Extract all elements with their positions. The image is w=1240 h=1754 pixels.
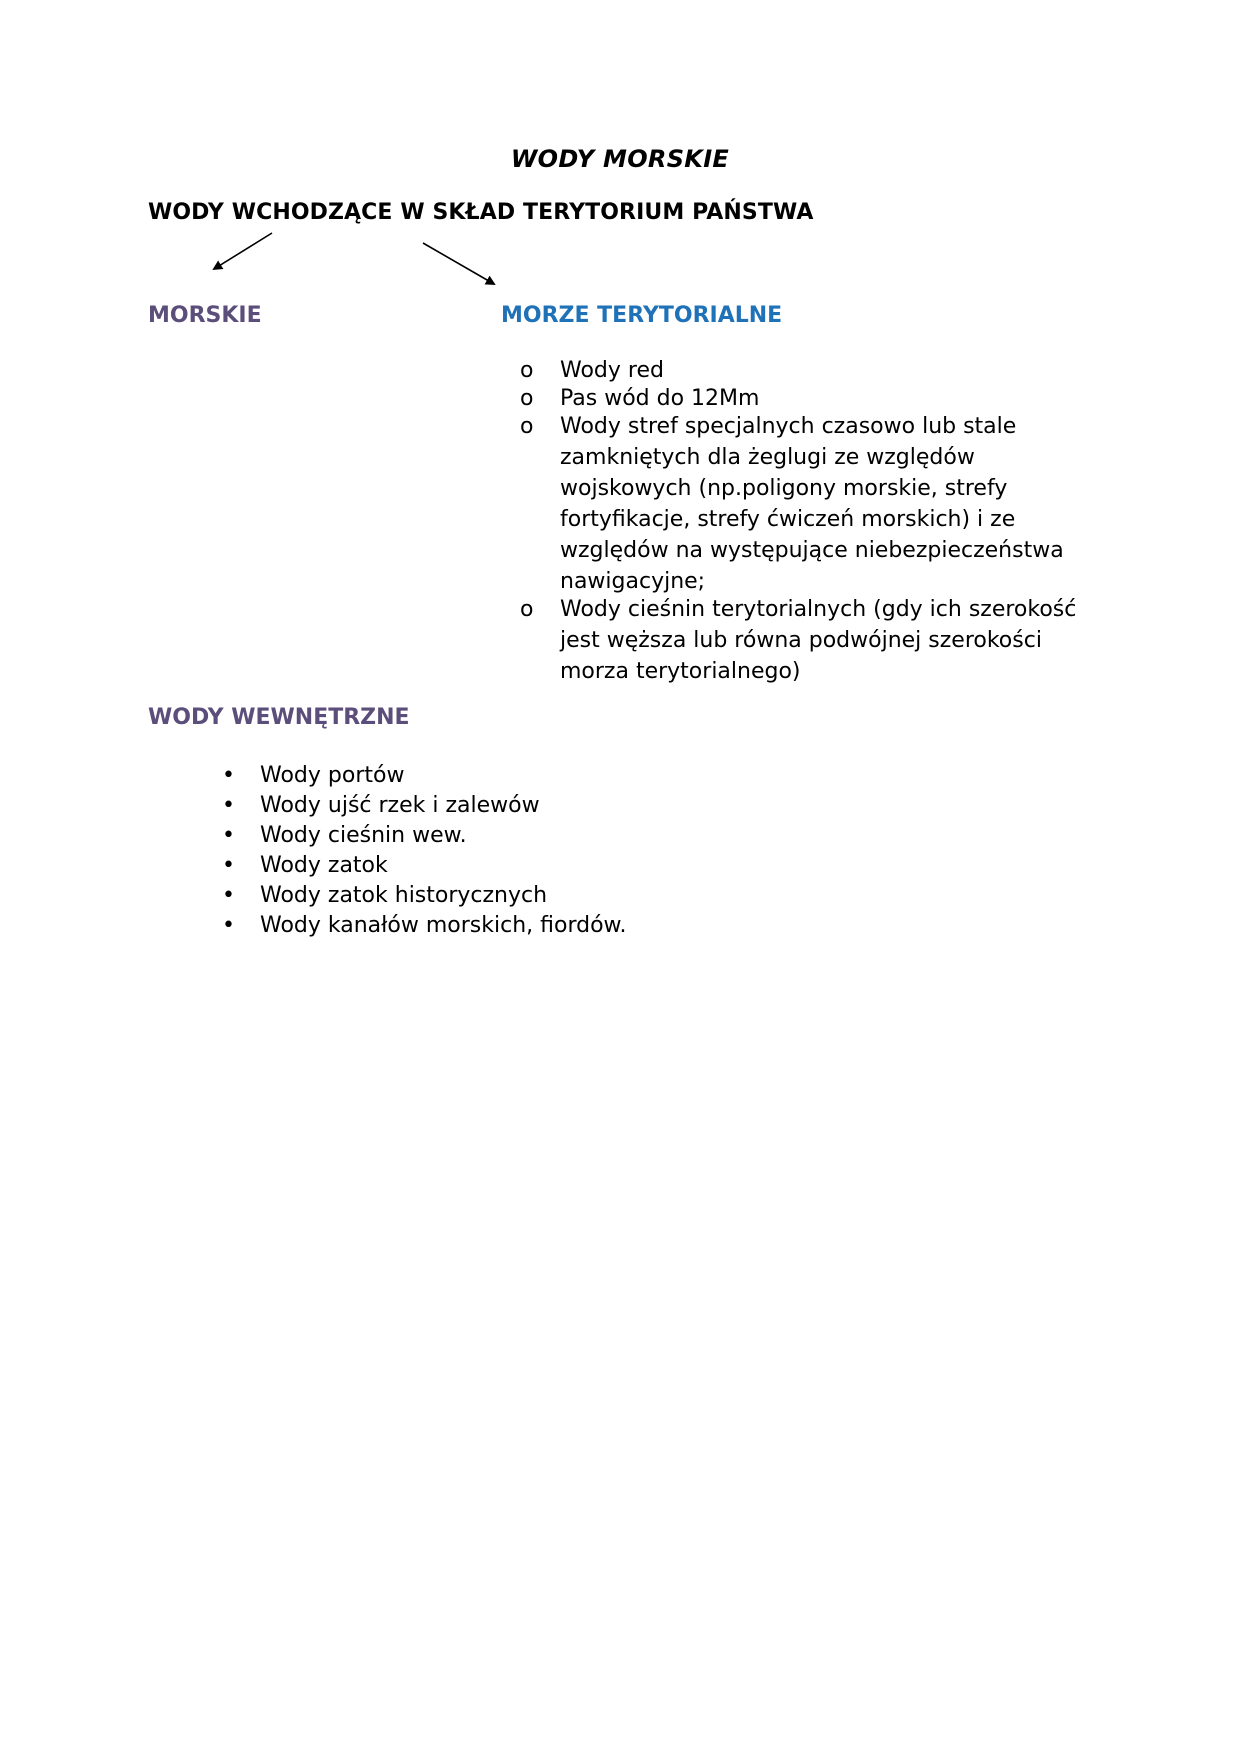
heading-wody-wewnetrzne: WODY WEWNĘTRZNE: [148, 705, 410, 730]
main-heading: WODY WCHODZĄCE W SKŁAD TERYTORIUM PAŃSTWA: [148, 200, 814, 225]
list-item: [520, 355, 1100, 386]
morze-terytorialne-list: [520, 355, 1100, 684]
list-item: [222, 820, 922, 850]
list-item-text: Wody stref specjalnych czasowo lub stale zamkniętych dla żeglugi ze względów wojskowych (np.poligony morskie, strefy fortyfikacje, strefy ćwiczeń morskich) i ze względów na występujące niebezpieczeństwa nawigacyjne;: [560, 414, 1064, 594]
arrow-right: [423, 243, 494, 284]
heading-morze-terytorialne: MORZE TERYTORIALNE: [501, 303, 783, 328]
list-item-text: Wody zatok: [260, 853, 388, 878]
list-item: [520, 594, 1100, 687]
list-item-text: Pas wód do 12Mm: [560, 386, 760, 411]
list-item: [520, 411, 1100, 597]
list-item: [222, 790, 922, 820]
circle-bullet-icon: o: [520, 414, 534, 439]
bullet-icon: •: [222, 823, 235, 848]
list-item: [222, 760, 922, 790]
list-item: [222, 910, 922, 940]
list-item-text: Wody portów: [260, 763, 405, 788]
heading-morskie: MORSKIE: [148, 303, 262, 328]
list-item-text: Wody zatok historycznych: [260, 883, 548, 908]
wody-wewnetrzne-list: [222, 760, 922, 940]
list-item-text: Wody red: [560, 358, 664, 383]
bullet-icon: •: [222, 793, 235, 818]
list-item-text: Wody cieśnin terytorialnych (gdy ich szerokość jest węższa lub równa podwójnej szerokości morza terytorialnego): [560, 597, 1077, 684]
bullet-icon: •: [222, 853, 235, 878]
branch-arrows: [0, 0, 1240, 320]
circle-bullet-icon: o: [520, 386, 534, 411]
list-item-text: Wody cieśnin wew.: [260, 823, 467, 848]
bullet-icon: •: [222, 763, 235, 788]
list-item: [222, 850, 922, 880]
bullet-icon: •: [222, 883, 235, 908]
document-title: WODY MORSKIE: [510, 145, 730, 173]
arrow-left: [214, 233, 272, 269]
list-item-text: Wody ujść rzek i zalewów: [260, 793, 540, 818]
bullet-icon: •: [222, 913, 235, 938]
circle-bullet-icon: o: [520, 358, 534, 383]
list-item: [222, 880, 922, 910]
circle-bullet-icon: o: [520, 597, 534, 622]
list-item-text: Wody kanałów morskich, fiordów.: [260, 913, 627, 938]
list-item: [520, 383, 1100, 414]
